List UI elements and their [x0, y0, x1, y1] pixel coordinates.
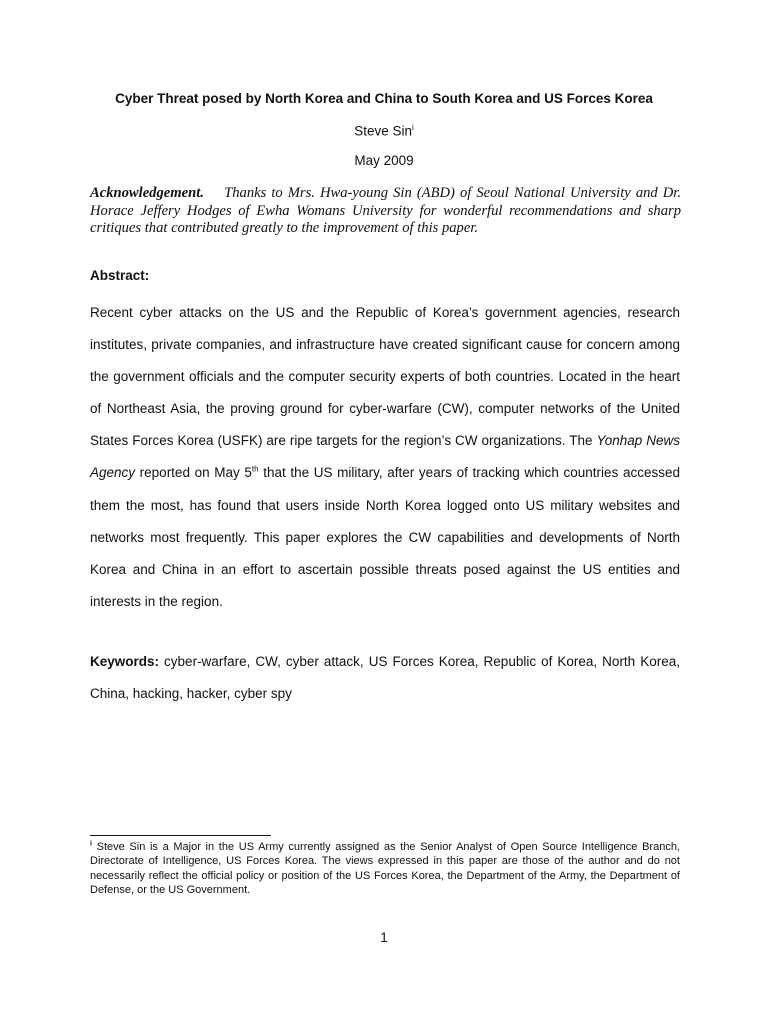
- keywords-paragraph: [90, 646, 680, 710]
- abstract-text-part-2: reported on May 5: [135, 465, 252, 481]
- publication-date: May 2009: [354, 153, 414, 168]
- author-line: [0, 123, 768, 139]
- page-number: 1: [380, 930, 388, 945]
- abstract-text-part-3: that the US military, after years of tracking which countries accessed them the most, has found that users inside North Korea logged onto US military websites and networks most frequently. This paper explores the CW capabilities and developments of North Korea and China in an effort to ascertain possible threats posed against the US entities and interests in the region.: [90, 465, 680, 609]
- footnote-marker: i: [90, 840, 92, 848]
- footnote: [90, 840, 680, 897]
- abstract-body: [90, 297, 680, 618]
- footnote-separator: [90, 835, 271, 836]
- keywords-label: Keywords:: [90, 654, 160, 669]
- acknowledgement-label: Acknowledgement.: [90, 185, 204, 201]
- abstract-source-name: Yonhap News Agency: [90, 433, 681, 481]
- paper-title: Cyber Threat posed by North Korea and China to South Korea and US Forces Korea: [115, 91, 653, 106]
- acknowledgement-text: Thanks to Mrs. Hwa-young Sin (ABD) of Seoul National University and Dr. Horace Jeffery Hodges of Ewha Womans University for wonderful recommendations and sharp critiques that contributed greatly to the improvement of this paper.: [90, 185, 682, 236]
- keywords-text: cyber-warfare, CW, cyber attack, US Forces Korea, Republic of Korea, North Korea, China, hacking, hacker, cyber spy: [90, 654, 680, 702]
- abstract-heading: Abstract:: [90, 268, 150, 283]
- abstract-ordinal-suffix: th: [251, 464, 259, 474]
- acknowledgement-paragraph: [90, 185, 681, 238]
- abstract-text-part-1: Recent cyber attacks on the US and the Republic of Korea’s government agencies, research institutes, private companies, and infrastructure have created significant cause for concern among the government officials and the computer security experts of both countries. Located in the heart of Northeast Asia, the proving ground for cyber-warfare (CW), computer networks of the United States Forces Korea (USFK) are ripe targets for the region’s CW organizations. The: [90, 305, 680, 449]
- author-name: Steve Sin: [354, 123, 412, 139]
- footnote-text: Steve Sin is a Major in the US Army currently assigned as the Senior Analyst of Open Source Intelligence Branch, Directorate of Intelligence, US Forces Korea. The views expressed in this paper are those of the author and do not necessarily reflect the official policy or position of the US Forces Korea, the Department of the Army, the Department of Defense, or the US Government.: [90, 841, 680, 896]
- author-footnote-marker: i: [412, 123, 414, 132]
